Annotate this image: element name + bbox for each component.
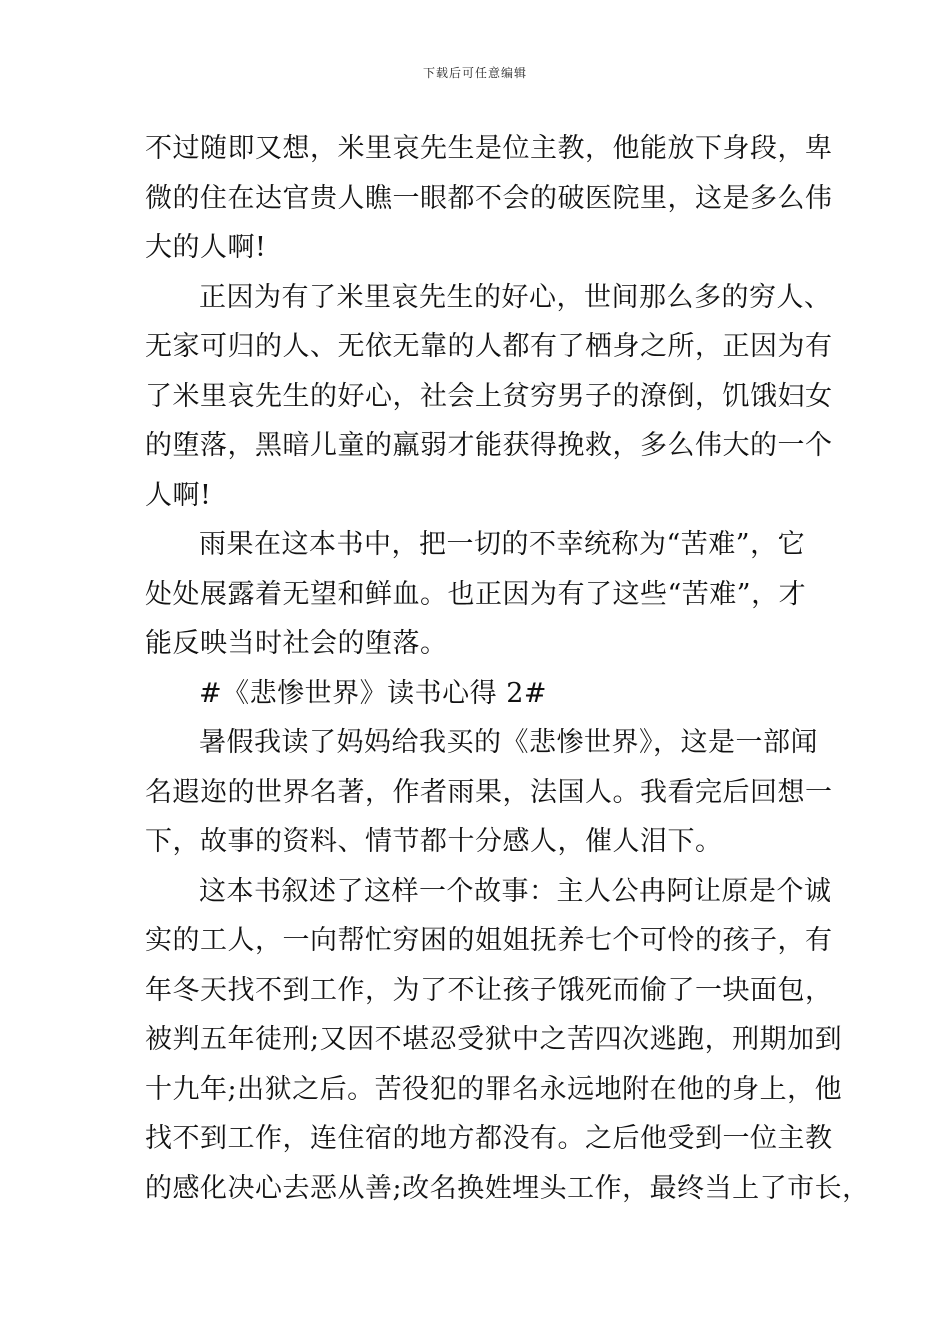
document-body — [145, 124, 870, 1213]
text-line: 找不到工作，连住宿的地方都没有。之后他受到一位主教 — [145, 1123, 833, 1154]
page-header-note: 下载后可任意编辑 — [422, 66, 527, 80]
text-line: 不过随即又想，米里哀先生是位主教，他能放下身段，卑 — [145, 133, 833, 164]
text-line: 名遐迩的世界名著，作者雨果，法国人。我看完后回想一 — [145, 776, 833, 808]
text-line: 微的住在达官贵人瞧一眼都不会的破医院里，这是多么伟 — [145, 182, 833, 214]
text-line: 暑假我读了妈妈给我买的《悲惨世界》，这是一部闻 — [199, 727, 818, 758]
text-line: 这本书叙述了这样一个故事：主人公冉阿让原是个诚 — [199, 875, 832, 907]
text-line: 无家可归的人、无依无靠的人都有了栖身之所，正因为有 — [145, 331, 833, 362]
text-line: 能反映当时社会的堕落。 — [145, 628, 448, 659]
text-line: 年冬天找不到工作，为了不让孩子饿死而偷了一块面包， — [145, 974, 833, 1006]
text-line: 正因为有了米里哀先生的好心，世间那么多的穷人、 — [199, 281, 832, 313]
text-line: 下，故事的资料、情节都十分感人，催人泪下。 — [145, 826, 723, 857]
text-line: 了米里哀先生的好心，社会上贫穷男子的潦倒，饥饿妇女 — [145, 380, 833, 412]
text-line: 大的人啊! — [145, 232, 267, 263]
text-line: 的堕落，黑暗儿童的羸弱才能获得挽救，多么伟大的一个 — [145, 430, 833, 461]
text-line: 被判五年徒刑;又因不堪忍受狱中之苦四次逃跑，刑期加到 — [145, 1024, 843, 1055]
text-line: 实的工人，一向帮忙穷困的姐姐抚养七个可怜的孩子，有 — [145, 925, 833, 956]
text-line: 的感化决心去恶从善;改名换姓埋头工作，最终当上了市长， — [145, 1172, 870, 1204]
text-line: 处处展露着无望和鲜血。也正因为有了这些“苦难”，才 — [145, 578, 807, 610]
section-heading: #《悲惨世界》读书心得 2# — [199, 677, 548, 709]
text-line: 雨果在这本书中，把一切的不幸统称为“苦难”，它 — [199, 529, 806, 560]
text-line: 人啊! — [145, 479, 212, 511]
text-line: 十九年;出狱之后。苦役犯的罪名永远地附在他的身上，他 — [145, 1073, 843, 1105]
